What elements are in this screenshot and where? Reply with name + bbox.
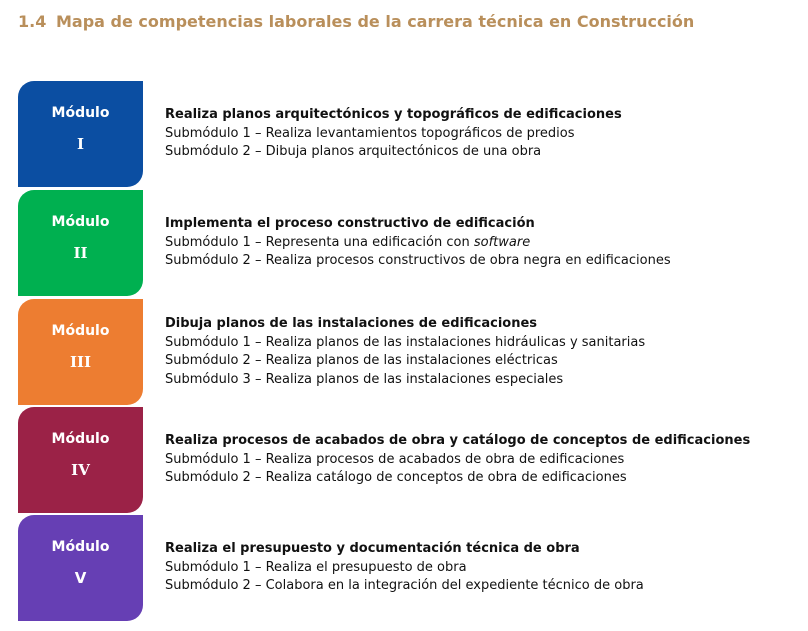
submodule-text: Submódulo 1 – Representa una edificación con [165, 234, 474, 250]
module-badge [18, 407, 143, 513]
module-label: Módulo [51, 214, 110, 230]
module-label: Módulo [51, 539, 110, 555]
module-row-2 [18, 190, 798, 296]
module-numeral: V [74, 569, 87, 587]
submodule-item: Submódulo 1 – Realiza planos de las instalaciones hidráulicas y sanitarias [165, 334, 646, 350]
module-label: Módulo [51, 323, 110, 339]
module-row-5 [18, 515, 798, 621]
submodule-italic: software [473, 234, 531, 250]
module-heading: Realiza procesos de acabados de obra y catálogo de conceptos de edificaciones [165, 433, 751, 449]
submodule-item [165, 234, 671, 253]
module-heading: Realiza planos arquitectónicos y topográficos de edificaciones [165, 107, 622, 123]
submodule-item: Submódulo 1 – Realiza levantamientos topográficos de predios [165, 125, 575, 141]
module-numeral: IV [71, 461, 90, 479]
module-heading: Realiza el presupuesto y documentación técnica de obra [165, 541, 580, 557]
module-row-1 [18, 81, 798, 187]
submodule-item: Submódulo 1 – Realiza el presupuesto de obra [165, 559, 467, 575]
module-label: Módulo [51, 431, 110, 447]
module-badge [18, 190, 143, 296]
submodule-item: Submódulo 2 – Realiza planos de las instalaciones eléctricas [165, 353, 558, 368]
module-numeral: I [76, 135, 85, 153]
module-badge [18, 515, 143, 621]
module-numeral: III [69, 353, 92, 371]
section-number: 1.4 [18, 12, 47, 31]
submodule-item: Submódulo 2 – Colabora en la integración del expediente técnico de obra [165, 578, 644, 594]
module-heading: Dibuja planos de las instalaciones de edificaciones [165, 316, 538, 331]
submodule-item: Submódulo 2 – Dibuja planos arquitectónicos de una obra [165, 144, 542, 160]
module-row-4 [18, 407, 798, 513]
module-badge [18, 81, 143, 187]
section-title-text: Mapa de competencias laborales de la carrera técnica en Construcción [56, 12, 695, 31]
submodule-item: Submódulo 1 – Realiza procesos de acabados de obra de edificaciones [165, 451, 625, 467]
module-numeral: II [73, 244, 88, 262]
submodule-item: Submódulo 2 – Realiza procesos constructivos de obra negra en edificaciones [165, 253, 671, 269]
submodule-item: Submódulo 3 – Realiza planos de las instalaciones especiales [165, 371, 564, 387]
module-label: Módulo [51, 105, 110, 121]
module-heading: Implementa el proceso constructivo de edificación [165, 216, 535, 232]
submodule-item: Submódulo 2 – Realiza catálogo de conceptos de obra de edificaciones [165, 470, 627, 486]
module-badge [18, 299, 143, 405]
module-row-3 [18, 299, 798, 405]
section-title [18, 12, 694, 31]
